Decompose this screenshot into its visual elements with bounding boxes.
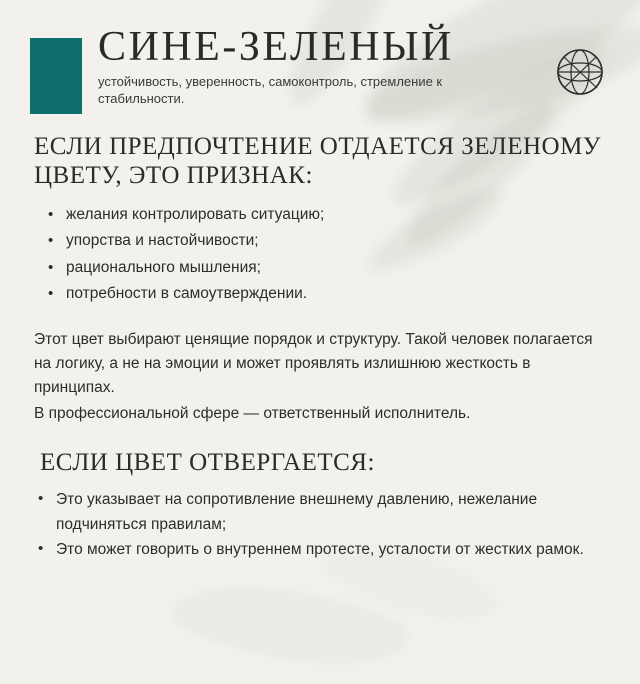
preference-bullet-list	[34, 204, 610, 306]
section-heading-preference: ЕСЛИ ПРЕДПОЧТЕНИЕ ОТДАЕТСЯ ЗЕЛЕНОМУ ЦВЕТУ, ЭТО ПРИЗНАК:	[34, 133, 601, 189]
list-item: • упорства и настойчивости;	[48, 230, 610, 252]
description-paragraph-1: Этот цвет выбирают ценящие порядок и структуру. Такой человек полагается на логику, а не на эмоции и может проявлять излишнюю жесткость в принципах.	[34, 330, 593, 396]
list-item: • Это может говорить о внутреннем протесте, усталости от жестких рамок.	[38, 537, 610, 562]
list-item: • желания контролировать ситуацию;	[48, 204, 610, 226]
list-item: • Это указывает на сопротивление внешнему давлению, нежелание подчиняться правилам;	[38, 487, 610, 537]
title-block	[76, 26, 548, 108]
main-content	[0, 114, 640, 562]
header	[0, 0, 640, 114]
page-title: СИНЕ-ЗЕЛЕНЫЙ	[98, 24, 454, 70]
description-paragraph-2: В профессиональной сфере — ответственный исполнитель.	[34, 404, 471, 422]
list-item: • потребности в самоутверждении.	[48, 283, 610, 305]
list-item: • рационального мышления;	[48, 257, 610, 279]
accent-block	[30, 38, 82, 114]
rejection-bullet-list	[34, 487, 610, 562]
page-subtitle: устойчивость, уверенность, самоконтроль, стремление к стабильности.	[98, 73, 443, 107]
section-heading-rejection: ЕСЛИ ЦВЕТ ОТВЕРГАЕТСЯ:	[40, 448, 375, 476]
globe-sphere-logo-icon	[552, 44, 608, 105]
